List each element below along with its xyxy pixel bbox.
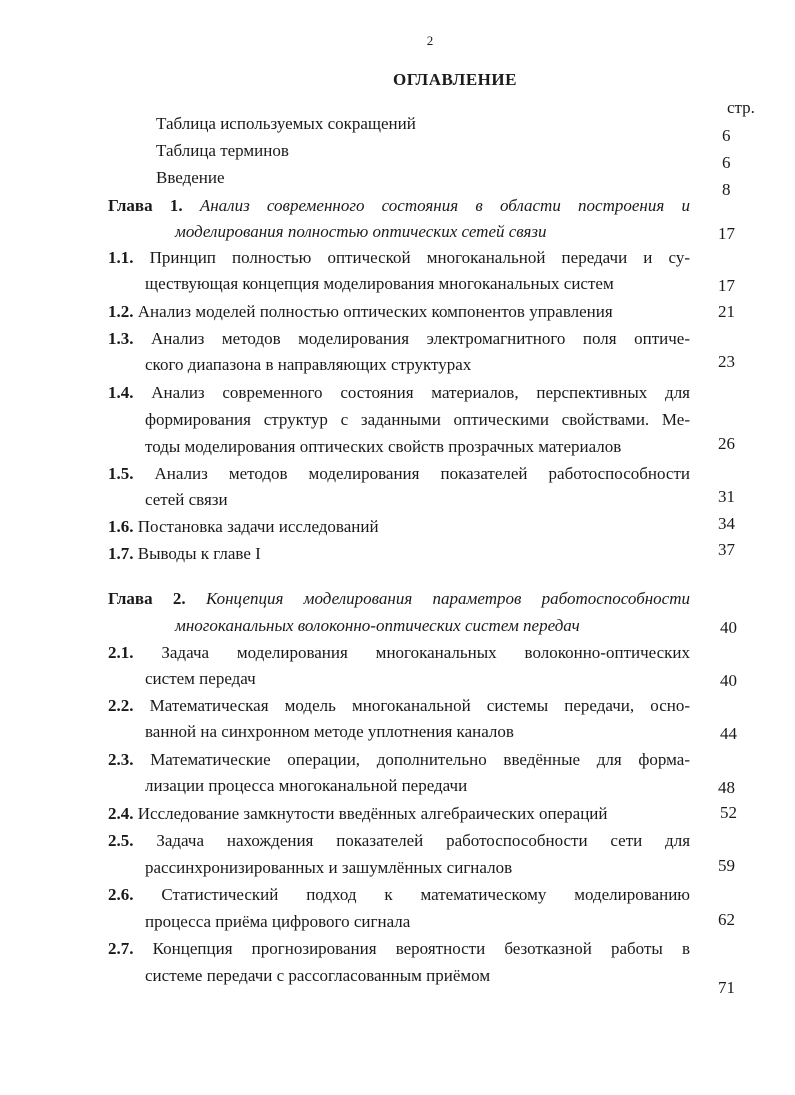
toc-entry-number: 1.2. — [108, 302, 134, 321]
page-number: 2 — [426, 33, 434, 48]
toc-entry-line: системе передачи с рассогласованным приёмом — [145, 966, 491, 985]
toc-entry-number: 2.7. — [108, 939, 134, 958]
toc-entry-line: Глава 2. Концепция моделирования параметров работоспособности — [108, 589, 690, 608]
toc-entry-number: 2.5. — [108, 831, 134, 850]
toc-entry-number: 2.6. — [108, 885, 134, 904]
toc-entry-number: 2.3. — [108, 750, 134, 769]
toc-entry-number: 1.5. — [108, 464, 134, 483]
toc-entry-line: моделирования полностью оптических сетей связи — [175, 222, 547, 241]
toc-entry-line: лизации процесса многоканальной передачи — [145, 776, 468, 795]
toc-entry-line: многоканальных волоконно-оптических систем передач — [175, 616, 580, 635]
toc-entry-line: 1.7. Выводы к главе I — [108, 544, 261, 563]
toc-entry-title: Введение — [156, 168, 225, 187]
toc-entry-page: 59 — [718, 856, 735, 875]
toc-entry-number: Глава 1. — [108, 196, 183, 215]
toc-entry-title: Таблица используемых сокращений — [156, 114, 416, 133]
toc-entry-line: систем передач — [145, 669, 256, 688]
toc-entry-line: 1.2. Анализ моделей полностью оптических компонентов управления — [108, 302, 613, 321]
toc-entry-line: 2.2. Математическая модель многоканальной системы передачи, осно- — [108, 696, 691, 715]
toc-entry-line: сетей связи — [145, 490, 228, 509]
toc-entry-page: 37 — [718, 540, 735, 559]
toc-entry-line: тоды моделирования оптических свойств прозрачных материалов — [145, 437, 622, 456]
toc-entry-number: 1.4. — [108, 383, 134, 402]
toc-entry-page: 6 — [722, 153, 731, 172]
toc-entry-page: 40 — [720, 618, 737, 637]
toc-entry-line: Глава 1. Анализ современного состояния в области построения и — [108, 196, 690, 215]
toc-entry-line: 1.4. Анализ современного состояния материалов, перспективных для — [108, 383, 690, 402]
toc-entry-page: 17 — [718, 276, 735, 295]
toc-entry-page: 17 — [718, 224, 735, 243]
toc-entry-number: 2.4. — [108, 804, 134, 823]
toc-entry-page: 26 — [718, 434, 735, 453]
toc-entry-page: 21 — [718, 302, 735, 321]
toc-entry-line: 2.1. Задача моделирования многоканальных волоконно-оптических — [108, 643, 691, 662]
toc-entry-number: 2.1. — [108, 643, 134, 662]
toc-entry-line: 2.5. Задача нахождения показателей работоспособности сети для — [108, 831, 691, 850]
toc-entry-line: 1.1. Принцип полностью оптической многоканальной передачи и су- — [108, 248, 690, 267]
toc-entry-line: 2.3. Математические операции, дополнительно введённые для форма- — [108, 750, 690, 769]
toc-entry-page: 31 — [718, 487, 735, 506]
toc-entry-page: 48 — [718, 778, 735, 797]
toc-entry-number: 1.7. — [108, 544, 134, 563]
toc-entry-line: 1.3. Анализ методов моделирования электромагнитного поля оптиче- — [108, 329, 690, 348]
toc-entry-line: 1.5. Анализ методов моделирования показателей работоспособности — [108, 464, 690, 483]
toc-entry-page: 8 — [722, 180, 731, 199]
toc-entry-line: ванной на синхронном методе уплотнения каналов — [145, 722, 514, 741]
toc-entry-page: 71 — [718, 978, 735, 997]
toc-entry-page: 40 — [720, 671, 737, 690]
page-title: ОГЛАВЛЕНИЕ — [393, 70, 517, 89]
toc-entry-page: 23 — [718, 352, 735, 371]
toc-entry-number: 1.6. — [108, 517, 134, 536]
toc-entry-number: 1.3. — [108, 329, 134, 348]
toc-entry-number: Глава 2. — [108, 589, 186, 608]
toc-entry-number: 2.2. — [108, 696, 134, 715]
toc-entry-page: 44 — [720, 724, 737, 743]
toc-entry-line: 2.6. Статистический подход к математическому моделированию — [108, 885, 691, 904]
toc-entry-line: ществующая концепция моделирования многоканальных систем — [145, 274, 614, 293]
toc-entry-line: 2.4. Исследование замкнутости введённых алгебраических операций — [108, 804, 608, 823]
toc-entry-line: формирования структур с заданными оптическими свойствами. Ме- — [145, 410, 690, 429]
toc-entry-line: рассинхронизированных и зашумлённых сигналов — [145, 858, 513, 877]
toc-entry-page: 6 — [722, 126, 731, 145]
page-column-header: стр. — [727, 98, 755, 117]
toc-entry-title: Таблица терминов — [156, 141, 289, 160]
toc-entry-number: 1.1. — [108, 248, 134, 267]
toc-entry-line: процесса приёма цифрового сигнала — [145, 912, 411, 931]
toc-entry-page: 34 — [718, 514, 735, 533]
toc-entry-page: 62 — [718, 910, 735, 929]
toc-entry-line: ского диапазона в направляющих структурах — [145, 355, 472, 374]
toc-entry-line: 2.7. Концепция прогнозирования вероятности безотказной работы в — [108, 939, 690, 958]
toc-entry-line: 1.6. Постановка задачи исследований — [108, 517, 379, 536]
toc-entry-page: 52 — [720, 803, 737, 822]
